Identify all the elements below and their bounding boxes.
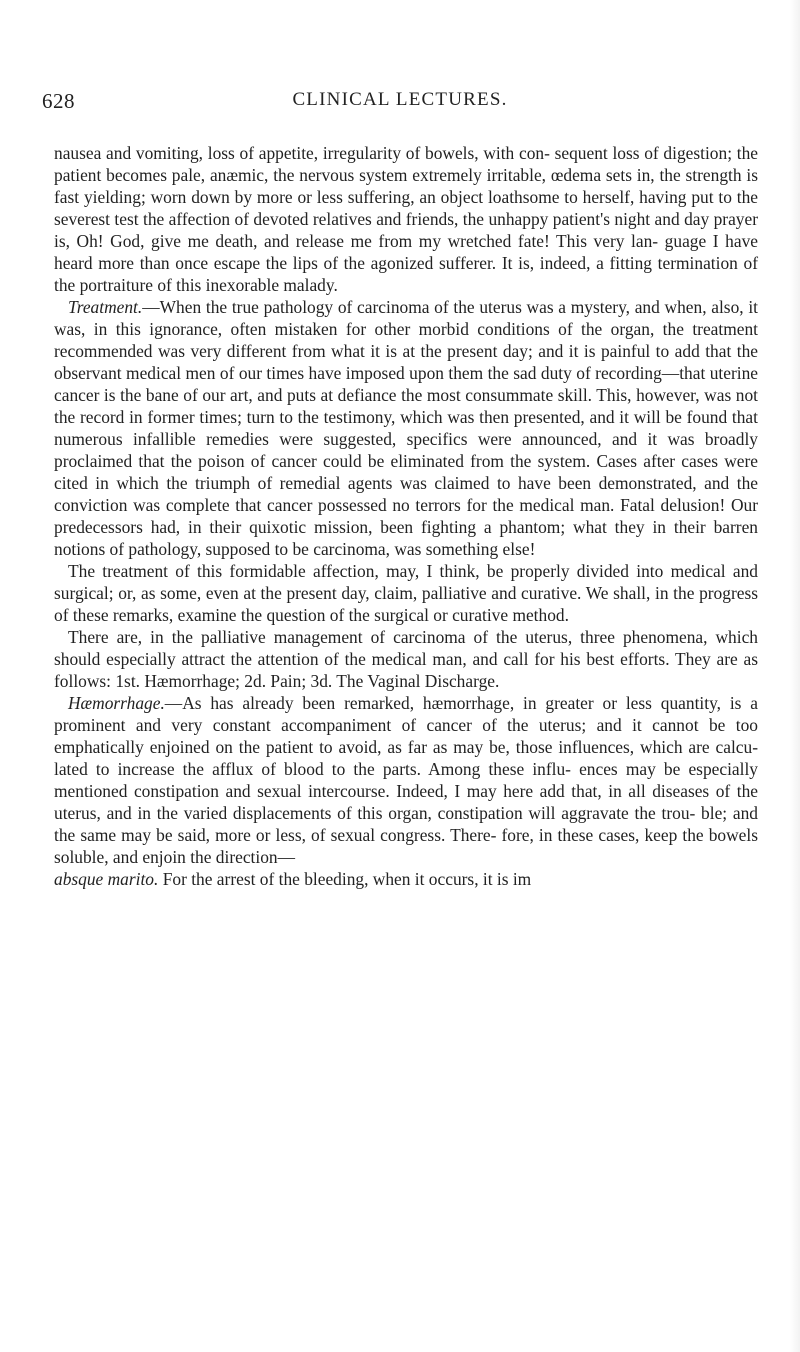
paragraph-haemorrhage: [54, 692, 758, 890]
haemorrhage-text-end: For the arrest of the bleeding, when it occurs, it is im: [158, 869, 532, 889]
paragraph-phenomena: There are, in the palliative management of carcinoma of the uterus, three phenomena, which should especially attract the attention of the medical man, and call for his best efforts. They are as follows: 1st. Hæmorrhage; 2d. Pain; 3d. The Vaginal Discharge.: [54, 627, 758, 691]
page-edge-shadow: [790, 0, 800, 1352]
treatment-text: —When the true pathology of carcinoma of the uterus was a mystery, and when, also, it was, in this ignorance, often mistaken for other morbid conditions of the organ, the treatment recommended was very different from what it is at the present day; and it is painful to add that the observant medical men of our times have imposed upon them the sad duty of recording—that uterine cancer is the bane of our art, and puts at defiance the most consummate skill. This, however, was not the record in former times; turn to the testimony, which was then presented, and it will be found that numerous infallible remedies were suggested, specifics were announced, and it was broadly proclaimed that the poison of cancer could be eliminated from the system. Cases after cases were cited in which the triumph of remedial agents was claimed to have been demonstrated, and the conviction was complete that cancer possessed no terrors for the medical man. Fatal delusion! Our predecessors had, in their quixotic mission, been fighting a phantom; what they in their barren notions of pathology, supposed to be carcinoma, was something else!: [54, 297, 758, 559]
latin-phrase: absque marito.: [54, 869, 159, 889]
page-number: 628: [42, 89, 75, 113]
haemorrhage-heading: Hæmorrhage.: [68, 693, 165, 713]
paragraph-treatment: [54, 296, 758, 560]
body-text: [54, 142, 758, 890]
haemorrhage-text: —As has already been remarked, hæmorrhage, in greater or less quantity, is a prominent and very constant accompaniment of cancer of the uterus; and it cannot be too emphatically enjoined on the patient to avoid, as far as may be, those influences, which are calcu- lated to increase the afflux of blood to the parts. Among these influ- ences may be especially mentioned constipation and sexual intercourse. Indeed, I may here add that, in all diseases of the uterus, and in the varied displacements of this organ, constipation will aggravate the trou- ble; and the same may be said, more or less, of sexual congress. There- fore, in these cases, keep the bowels soluble, and enjoin the direction—: [54, 693, 758, 867]
treatment-heading: Treatment.: [68, 297, 143, 317]
running-title: CLINICAL LECTURES.: [292, 89, 508, 110]
paragraph-symptoms: nausea and vomiting, loss of appetite, irregularity of bowels, with con- sequent loss of digestion; the patient becomes pale, anæmic, the nervous system extremely irritable, œdema sets in, the strength is fast yielding; worn down by more or less suffering, an object loathsome to herself, having put to the severest test the affection of devoted relatives and friends, the unhappy patient's night and day prayer is, Oh! God, give me death, and release me from my wretched fate! This very lan- guage I have heard more than once escape the lips of the agonized sufferer. It is, indeed, a fitting termination of the portraiture of this inexorable malady.: [54, 143, 758, 295]
running-head: [42, 89, 758, 113]
paragraph-division: The treatment of this formidable affection, may, I think, be properly divided into medical and surgical; or, as some, even at the present day, claim, palliative and curative. We shall, in the progress of these remarks, examine the question of the surgical or curative method.: [54, 561, 758, 625]
